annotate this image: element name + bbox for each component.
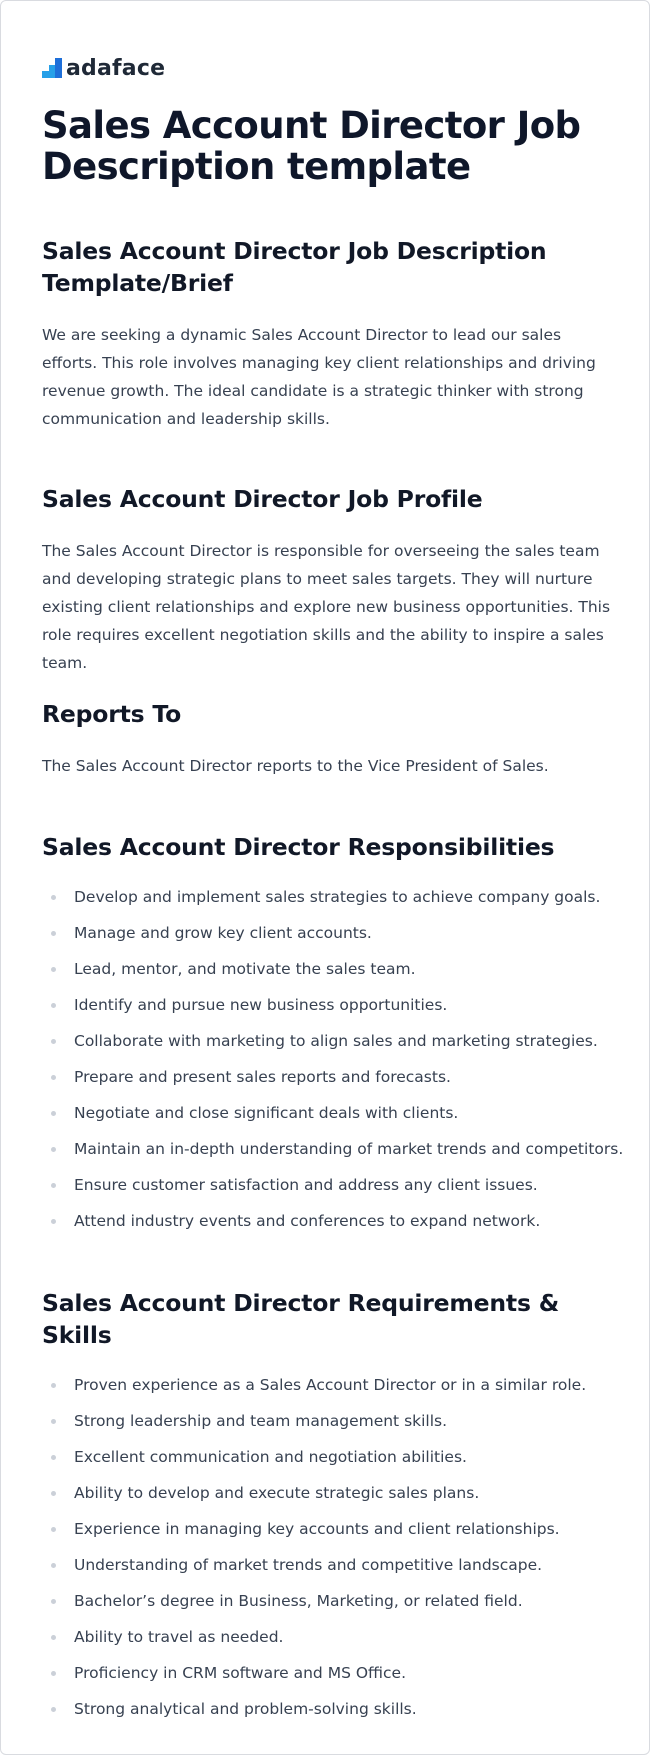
list-item: Proficiency in CRM software and MS Office.: [42, 1655, 612, 1691]
page-title: Sales Account Director Job Description template: [42, 104, 581, 188]
responsibilities-list: [42, 879, 624, 1239]
list-item: Ability to travel as needed.: [42, 1619, 612, 1655]
section-body: The Sales Account Director is responsible for overseeing the sales team and developing strategic plans to meet sales targets. They will nurture existing client relationships and explore new business opportunities. This role requires excellent negotiation skills and the ability to inspire a sales team.: [42, 542, 611, 672]
list-item: Ability to develop and execute strategic sales plans.: [42, 1475, 612, 1511]
list-item: Strong analytical and problem-solving skills.: [42, 1691, 612, 1727]
list-item: Understanding of market trends and competitive landscape.: [42, 1547, 612, 1583]
section-reports-to: [42, 698, 612, 780]
list-item: Proven experience as a Sales Account Director or in a similar role.: [42, 1367, 612, 1403]
adaface-logo-icon: [42, 58, 62, 78]
section-profile: [42, 483, 612, 677]
list-item: Manage and grow key client accounts.: [42, 915, 612, 951]
list-item: Negotiate and close significant deals with clients.: [42, 1095, 612, 1131]
list-item: Collaborate with marketing to align sales and marketing strategies.: [42, 1023, 612, 1059]
brand-logo[interactable]: [42, 55, 165, 81]
list-item: Excellent communication and negotiation abilities.: [42, 1439, 612, 1475]
section-heading: Sales Account Director Job Profile: [42, 485, 483, 513]
section-responsibilities: [42, 831, 624, 1239]
section-heading: Sales Account Director Requirements & Skills: [42, 1289, 560, 1349]
section-heading: Sales Account Director Responsibilities: [42, 833, 555, 861]
brand-name: adaface: [66, 55, 166, 81]
list-item: Develop and implement sales strategies to achieve company goals.: [42, 879, 612, 915]
list-item: Strong leadership and team management skills.: [42, 1403, 612, 1439]
list-item: Ensure customer satisfaction and address any client issues.: [42, 1167, 612, 1203]
list-item: Maintain an in-depth understanding of market trends and competitors.: [42, 1131, 612, 1167]
section-requirements: [42, 1287, 612, 1727]
section-body: We are seeking a dynamic Sales Account Director to lead our sales efforts. This role involves managing key client relationships and driving revenue growth. The ideal candidate is a strategic thinker with strong communication and leadership skills.: [42, 326, 596, 428]
list-item: Bachelor’s degree in Business, Marketing, or related field.: [42, 1583, 612, 1619]
section-heading: Sales Account Director Job Description Template/Brief: [42, 237, 547, 297]
requirements-list: [42, 1367, 612, 1727]
section-brief: [42, 235, 612, 433]
list-item: Experience in managing key accounts and client relationships.: [42, 1511, 612, 1547]
list-item: Identify and pursue new business opportunities.: [42, 987, 612, 1023]
list-item: Lead, mentor, and motivate the sales team.: [42, 951, 612, 987]
section-heading: Reports To: [42, 700, 182, 728]
section-body: The Sales Account Director reports to the Vice President of Sales.: [42, 757, 549, 775]
list-item: Attend industry events and conferences to expand network.: [42, 1203, 612, 1239]
list-item: Prepare and present sales reports and forecasts.: [42, 1059, 612, 1095]
